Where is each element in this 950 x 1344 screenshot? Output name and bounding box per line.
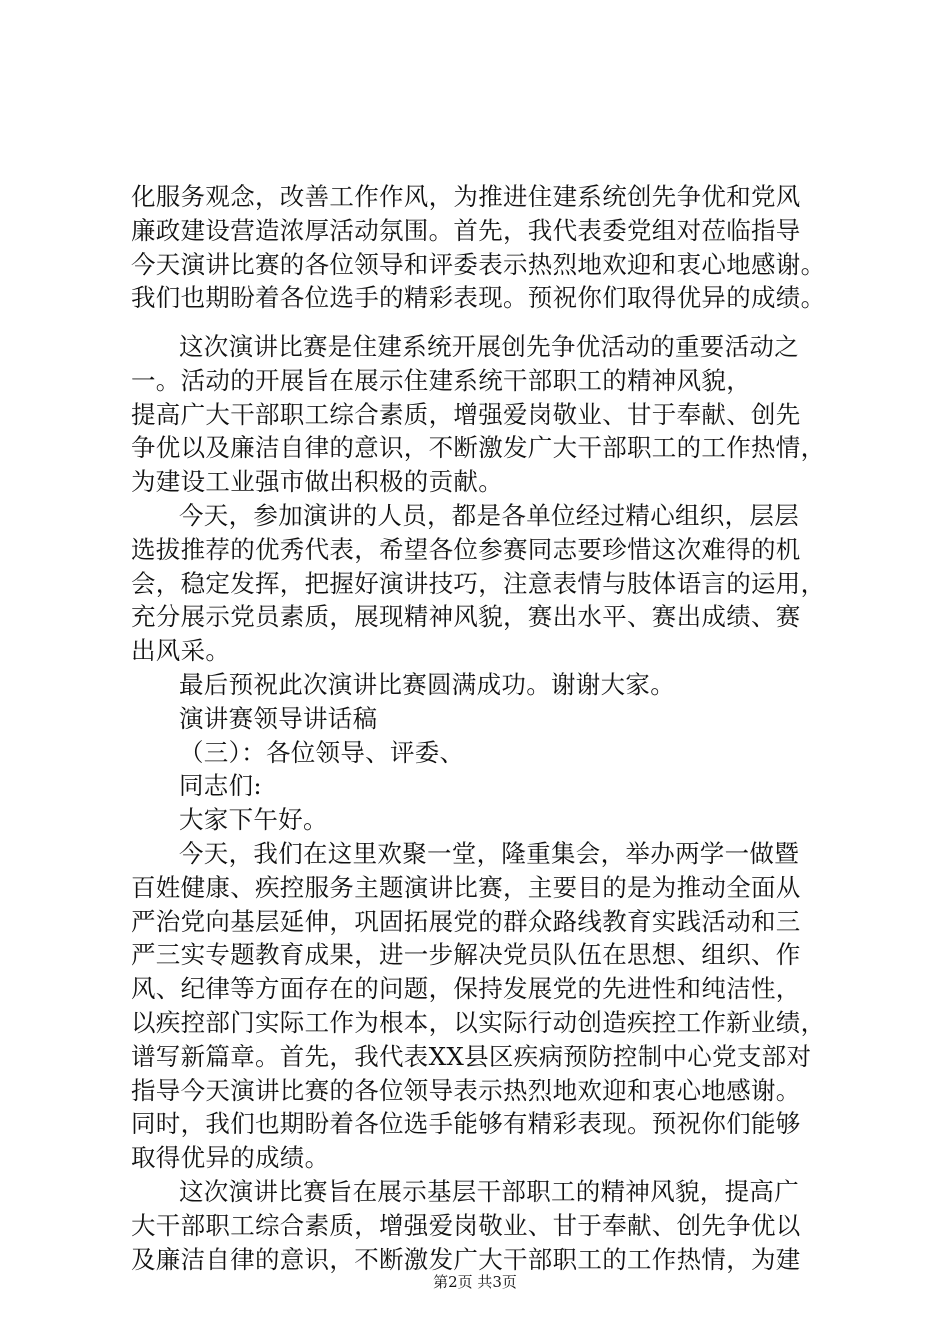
text-line: 充分展示党员素质，展现精神风貌，赛出水平、赛出成绩、赛	[131, 602, 801, 632]
text-line: 取得优异的成绩。	[131, 1143, 330, 1173]
page-footer	[0, 1272, 950, 1292]
text-line: 风、纪律等方面存在的问题，保持发展党的先进性和纯洁性，	[131, 974, 801, 1004]
page-number: 第2页 共3页	[433, 1273, 517, 1291]
text-line: 同时，我们也期盼着各位选手能够有精彩表现。预祝你们能够	[131, 1109, 801, 1139]
text-line: 今天，参加演讲的人员，都是各单位经过精心组织，层层	[179, 500, 799, 530]
text-line: 最后预祝此次演讲比赛圆满成功。谢谢大家。	[179, 669, 675, 699]
text-line: 同志们:	[179, 771, 262, 801]
text-line: 严三实专题教育成果，进一步解决党员队伍在思想、组织、作	[131, 940, 801, 970]
text-line: 为建设工业强市做出积极的贡献。	[131, 467, 503, 497]
text-line: 及廉洁自律的意识，不断激发广大干部职工的工作热情，为建	[131, 1244, 801, 1274]
paragraph-block-main	[131, 330, 831, 1276]
text-line: 百姓健康、疾控服务主题演讲比赛，主要目的是为推动全面从	[131, 872, 801, 902]
text-line: 这次演讲比赛是住建系统开展创先争优活动的重要活动之	[179, 332, 799, 361]
text-line: 出风采。	[131, 636, 231, 666]
text-line: 化服务观念，改善工作作风，为推进住建系统创先争优和党风	[131, 182, 801, 211]
text-line: 这次演讲比赛旨在展示基层干部职工的精神风貌，提高广	[179, 1176, 799, 1206]
text-line: 廉政建设营造浓厚活动氛围。首先，我代表委党组对莅临指导	[131, 215, 801, 245]
text-line: 今天演讲比赛的各位领导和评委表示热烈地欢迎和衷心地感谢。	[131, 249, 826, 279]
text-line: 严治党向基层延伸，巩固拓展党的群众路线教育实践活动和三	[131, 906, 801, 936]
text-line: 选拔推荐的优秀代表，希望各位参赛同志要珍惜这次难得的机	[131, 534, 801, 564]
text-line: 我们也期盼着各位选手的精彩表现。预祝你们取得优异的成绩。	[131, 283, 826, 313]
text-line: 会，稳定发挥，把握好演讲技巧，注意表情与肢体语言的运用，	[131, 568, 826, 598]
text-line: （三）：各位领导、评委、	[179, 737, 465, 767]
text-line: 提高广大干部职工综合素质，增强爱岗敬业、甘于奉献、创先	[131, 399, 801, 429]
paragraph-block-top	[131, 180, 831, 315]
text-line: 以疾控部门实际工作为根本，以实际行动创造疾控工作新业绩，	[131, 1007, 826, 1037]
text-line: 争优以及廉洁自律的意识，不断激发广大干部职工的工作热情，	[131, 433, 826, 463]
text-line: 大干部职工综合素质，增强爱岗敬业、甘于奉献、创先争优以	[131, 1210, 801, 1240]
text-line: 今天，我们在这里欢聚一堂，隆重集会，举办两学一做暨	[179, 838, 799, 868]
text-line: 谱写新篇章。首先，我代表XX县区疾病预防控制中心党支部对	[131, 1041, 812, 1071]
text-line: 指导今天演讲比赛的各位领导表示热烈地欢迎和衷心地感谢。	[131, 1075, 801, 1105]
text-line: 大家下午好。	[179, 805, 328, 835]
text-line: 演讲赛领导讲话稿	[179, 703, 378, 733]
text-line: 一。活动的开展旨在展示住建系统干部职工的精神风貌，	[131, 365, 751, 395]
